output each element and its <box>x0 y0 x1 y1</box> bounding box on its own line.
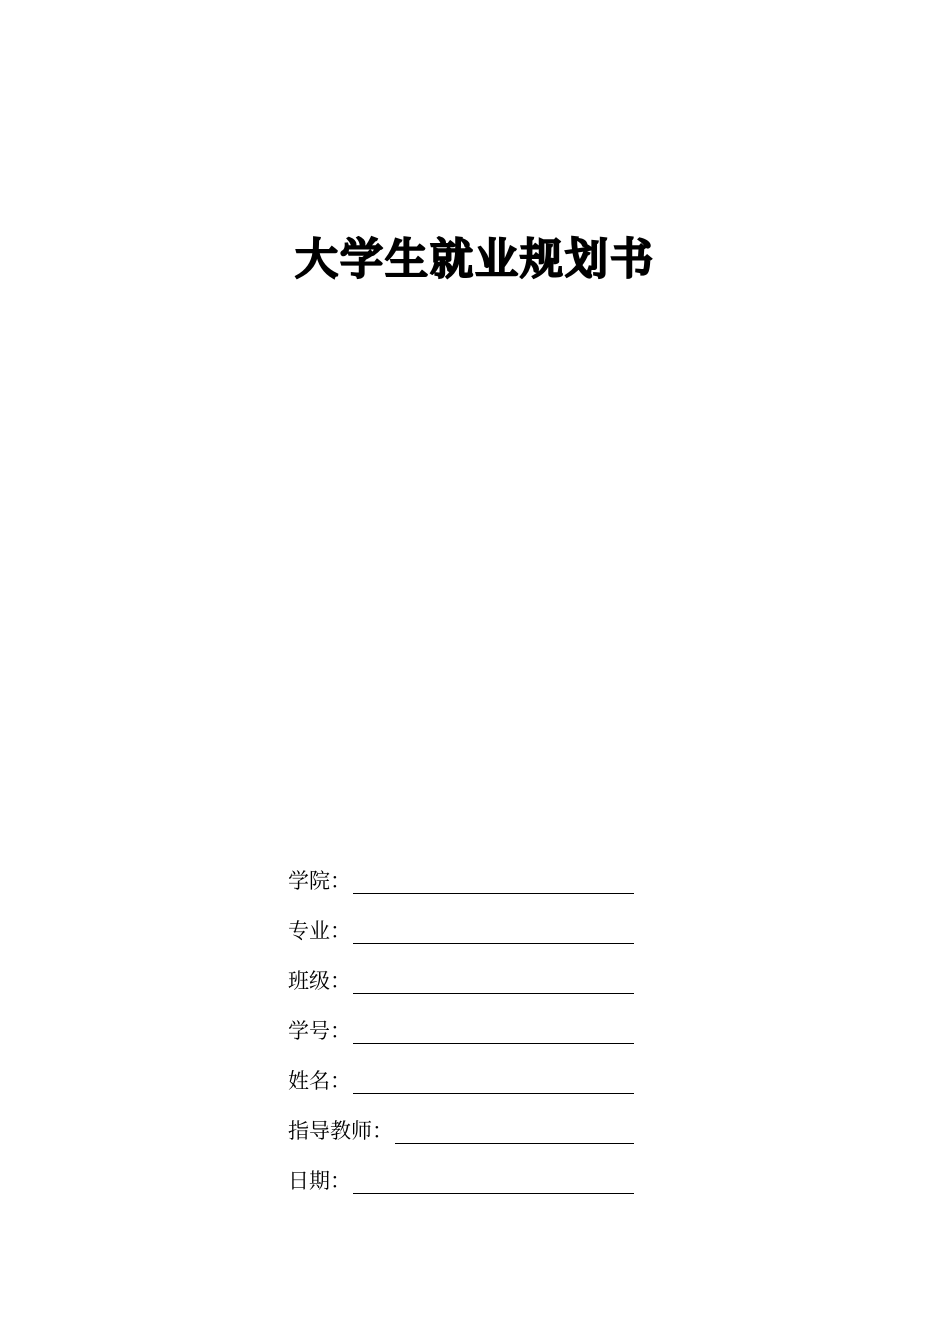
field-class <box>288 948 638 998</box>
field-label-college: 学院： <box>288 869 351 893</box>
field-name <box>288 1048 638 1098</box>
field-label-class: 班级： <box>288 969 351 993</box>
field-label-major: 专业： <box>288 919 351 943</box>
field-label-name: 姓名： <box>288 1069 351 1093</box>
field-label-student-id: 学号： <box>288 1019 351 1043</box>
field-college <box>288 848 638 898</box>
cover-info-form <box>288 848 638 1198</box>
blank-line-date[interactable] <box>353 1167 634 1194</box>
blank-line-name[interactable] <box>353 1067 634 1094</box>
blank-line-college[interactable] <box>353 867 634 894</box>
field-label-date: 日期： <box>288 1169 351 1193</box>
field-date <box>288 1148 638 1198</box>
field-major <box>288 898 638 948</box>
field-student-id <box>288 998 638 1048</box>
blank-line-student-id[interactable] <box>353 1017 634 1044</box>
blank-line-advisor[interactable] <box>395 1117 634 1144</box>
field-label-advisor: 指导教师： <box>288 1119 393 1143</box>
document-title: 大学生就业规划书 <box>295 235 655 285</box>
field-advisor <box>288 1098 638 1148</box>
blank-line-major[interactable] <box>353 917 634 944</box>
blank-line-class[interactable] <box>353 967 634 994</box>
